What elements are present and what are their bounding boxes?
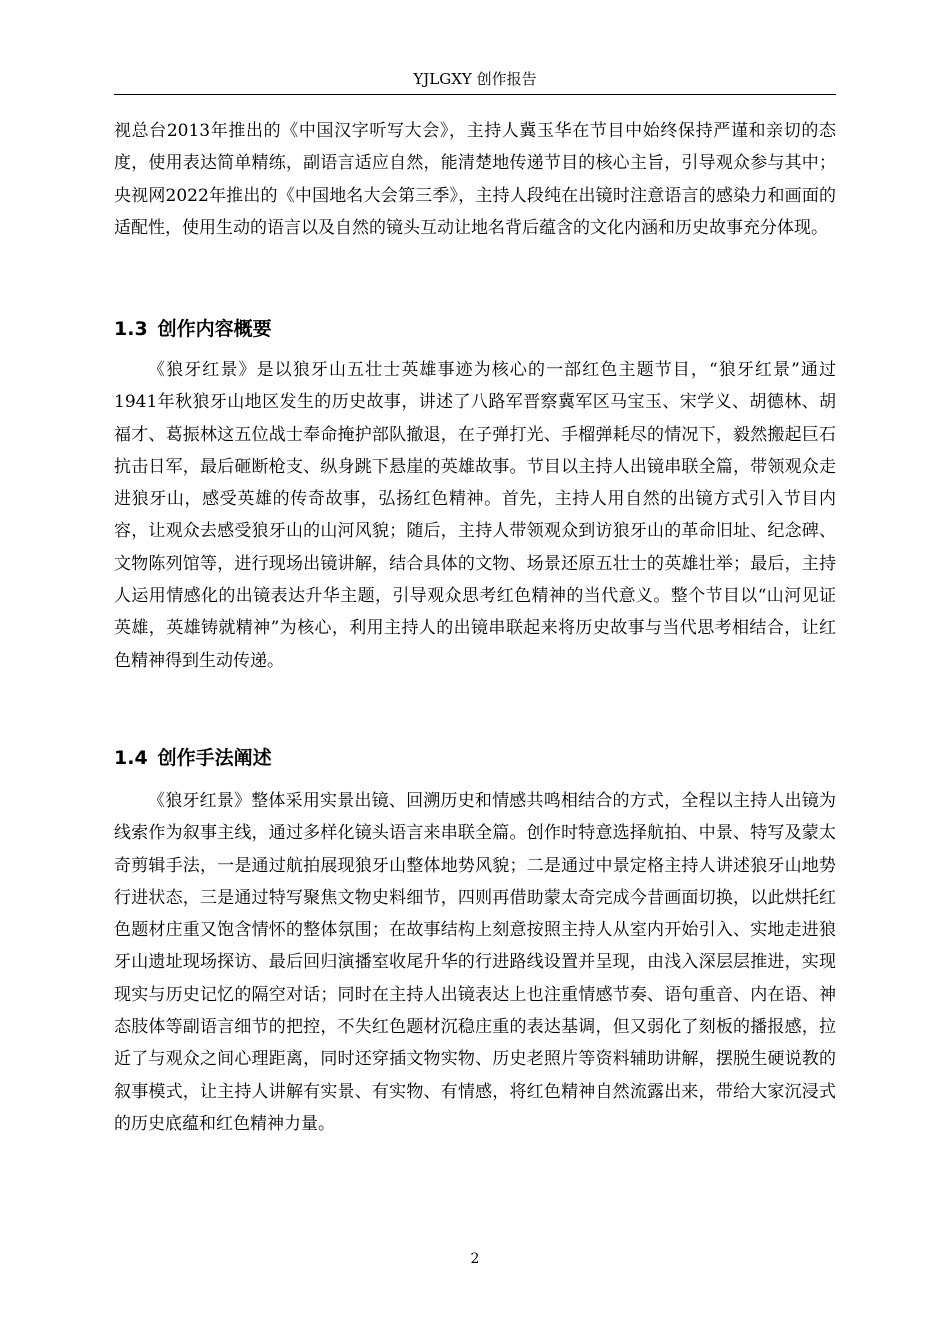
section-1-4-paragraph: 《狼牙红景》整体采用实景出镜、回溯历史和情感共鸣相结合的方式，全程以主持人出镜为线索作为叙事主线，通过多样化镜头语言来串联全篇。创作时特意选择航拍、中景、特写及蒙太奇剪辑手法，一是通过航拍展现狼牙山整体地势风貌；二是通过中景定格主持人讲述狼牙山地势行进状态，三是通过特写聚焦文物史料细节，四则再借助蒙太奇完成今昔画面切换，以此烘托红色题材庄重又饱含情怀的整体氛围；在故事结构上刻意按照主持人从室内开始引入、实地走进狼牙山遗址现场探访、最后回归演播室收尾升华的行进路线设置并呈现，由浅入深层层推进，实现现实与历史记忆的隔空对话；同时在主持人出镜表达上也注重情感节奏、语句重音、内在语、神态肢体等副语言细节的把控，不失红色题材沉稳庄重的表达基调，但又弱化了刻板的播报感，拉近了与观众之间心理距离，同时还穿插文物实物、历史老照片等资料辅助讲解，摆脱生硬说教的叙事模式，让主持人讲解有实景、有实物、有情感，将红色精神自然流露出来，带给大家沉浸式的历史底蕴和红色精神力量。 [114,791,836,1134]
page-header: YJLGXY 创作报告 [413,70,537,88]
section-1-3-paragraph: 《狼牙红景》是以狼牙山五壮士英雄事迹为核心的一部红色主题节目，“狼牙红景”通过1941年秋狼牙山地区发生的历史故事，讲述了八路军晋察冀军区马宝玉、宋学义、胡德林、胡福才、葛振林这五位战士奉命掩护部队撤退，在子弹打光、手榴弹耗尽的情况下，毅然搬起巨石抗击日军，最后砸断枪支、纵身跳下悬崖的英雄故事。节目以主持人出镜串联全篇，带领观众走进狼牙山，感受英雄的传奇故事，弘扬红色精神。首先，主持人用自然的出镜方式引入节目内容，让观众去感受狼牙山的山河风貌；随后，主持人带领观众到访狼牙山的革命旧址、纪念碑、文物陈列馆等，进行现场出镜讲解，结合具体的文物、场景还原五壮士的英雄壮举；最后，主持人运用情感化的出镜表达升华主题，引导观众思考红色精神的当代意义。整个节目以“山河见证英雄，英雄铸就精神”为核心，利用主持人的出镜串联起来将历史故事与当代思考相结合，让红色精神得到生动传递。 [114,360,836,671]
section-heading-1-3 [114,315,836,343]
section-title: 创作内容概要 [157,318,272,340]
intro-paragraph: 视总台2013年推出的《中国汉字听写大会》，主持人冀玉华在节目中始终保持严谨和亲切的态度，使用表达简单精练，副语言适应自然，能清楚地传递节目的核心主旨，引导观众参与其中；央视网2022年推出的《中国地名大会第三季》，主持人段纯在出镜时注意语言的感染力和画面的适配性，使用生动的语言以及自然的镜头互动让地名背后蕴含的文化内涵和历史故事充分体现。 [114,121,836,238]
header-divider [114,94,836,95]
section-heading-1-4 [114,744,836,772]
section-number: 1.4 [114,747,148,769]
section-title: 创作手法阐述 [157,747,272,769]
page-number: 2 [470,1251,480,1267]
section-number: 1.3 [114,318,148,340]
